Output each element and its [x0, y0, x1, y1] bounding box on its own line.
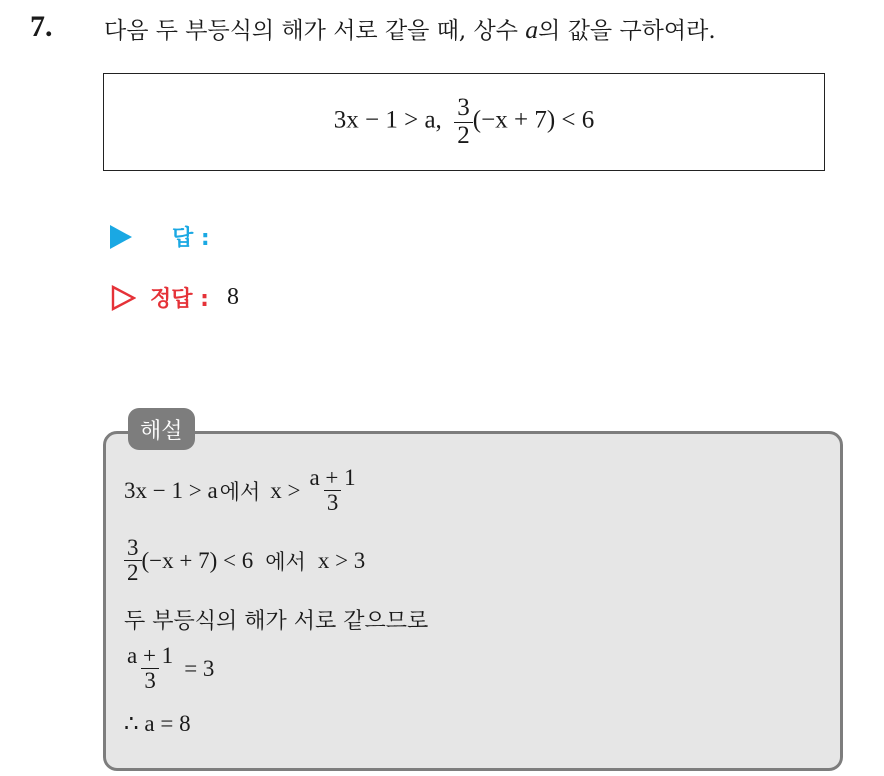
- sol-line4-denominator: 3: [141, 668, 159, 693]
- inequality-1: 3x − 1 > a,: [333, 106, 442, 134]
- answer-label: 답 :: [172, 226, 210, 251]
- correct-answer-label: 정답 :: [150, 287, 209, 312]
- fraction-numerator: 3: [457, 94, 470, 122]
- problem-number: 7.: [30, 10, 53, 43]
- sol-line2-denominator: 2: [124, 560, 142, 585]
- solution-tab: 해설: [128, 408, 195, 450]
- correct-answer-row: [110, 282, 239, 313]
- question-variable-a: a: [525, 15, 539, 44]
- sol-line4-rest: = 3: [184, 655, 215, 681]
- inequality-2-rest: (−x + 7) < 6: [472, 106, 595, 134]
- correct-answer-value: 8: [226, 284, 239, 310]
- sol-line2-numerator: 3: [127, 535, 139, 560]
- sol-line1-word: 에서: [219, 479, 261, 504]
- solution-line-4: [124, 644, 214, 693]
- fraction-denominator: 2: [454, 122, 473, 149]
- answer-row: [110, 221, 210, 252]
- sol-line1-left: 3x − 1 > a: [124, 477, 218, 503]
- sol-line1-fraction: [306, 466, 358, 515]
- sol-line2-word: 에서: [265, 549, 306, 574]
- sol-line4-numerator: a + 1: [127, 643, 174, 668]
- question-text-before: 다음 두 부등식의 해가 서로 같을 때, 상수: [104, 18, 518, 44]
- inequality-box: [103, 73, 825, 171]
- solution-line-5: ∴ a = 8: [124, 711, 191, 736]
- sol-line2-rest: (−x + 7) < 6: [141, 547, 254, 573]
- sol-line2-fraction: [124, 536, 142, 585]
- fraction-three-halves: [454, 95, 473, 149]
- solution-line-1: [124, 466, 359, 515]
- inequality-expression: [334, 95, 595, 149]
- play-triangle-icon: [110, 225, 132, 249]
- sol-line4-fraction: [124, 644, 176, 693]
- solution-line-3: 두 부등식의 해가 서로 같으므로: [124, 609, 429, 634]
- question-text: [104, 12, 716, 45]
- outline-triangle-icon: [110, 285, 136, 311]
- question-text-after: 의 값을 구하여라.: [538, 18, 716, 44]
- sol-line2-result: x > 3: [317, 547, 366, 573]
- sol-line1-denominator: 3: [324, 490, 342, 515]
- sol-line1-x: x >: [270, 477, 301, 503]
- solution-line-2: [124, 536, 365, 585]
- sol-line1-numerator: a + 1: [309, 465, 356, 490]
